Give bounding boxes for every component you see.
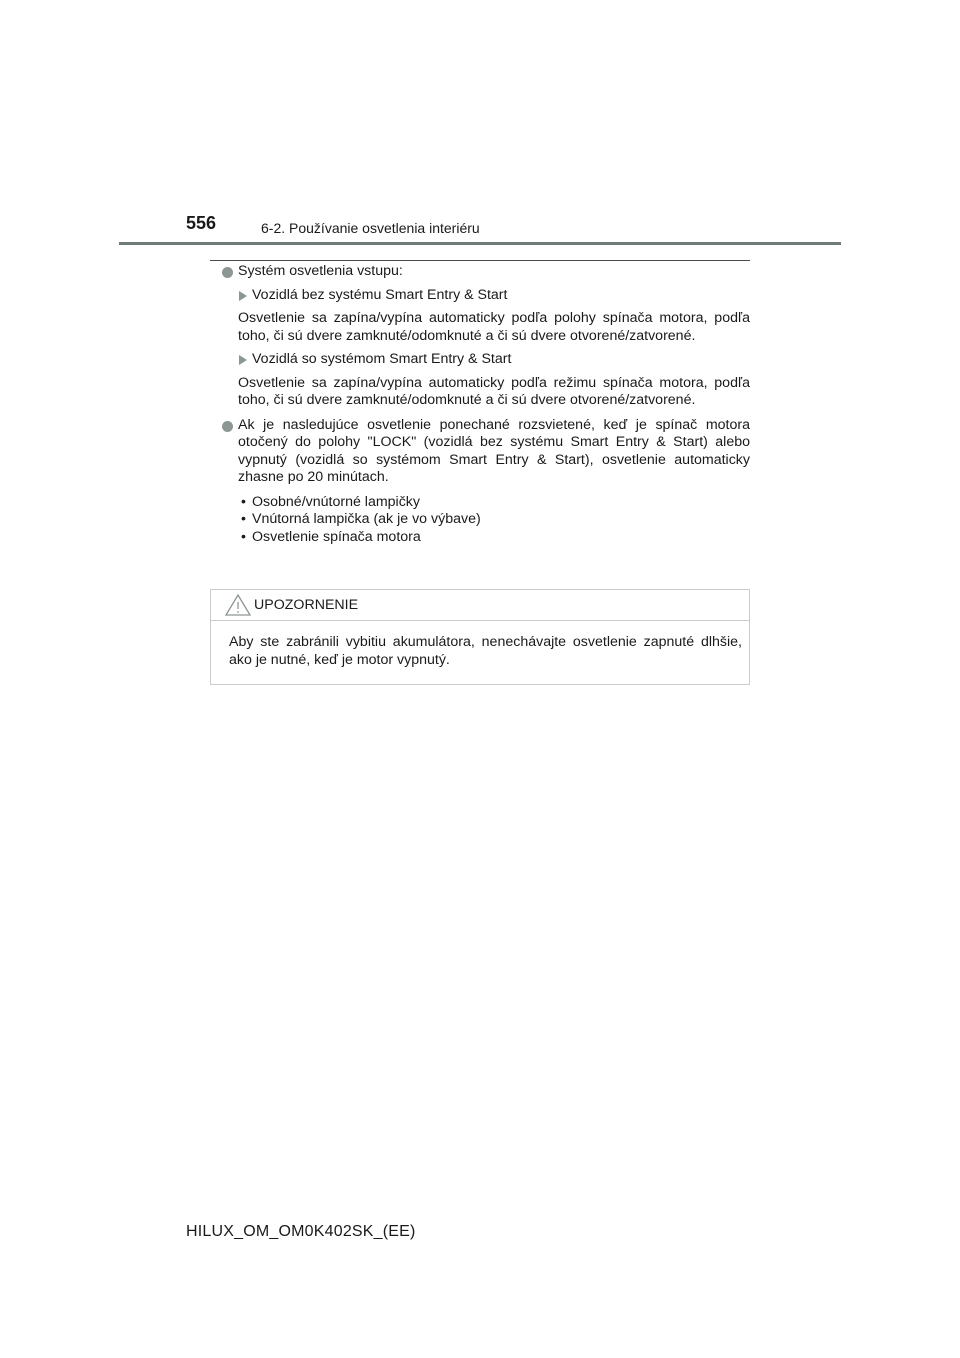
bullet-dot-icon (222, 267, 233, 278)
list-item-text: Vnútorná lampička (ak je vo výbave) (252, 511, 481, 527)
list-item (238, 494, 750, 512)
caution-body: Aby ste zabránili vybitiu akumulátora, nenechávajte osvetlenie zapnuté dlhšie, ako je nutné, keď je motor vypnutý. (229, 634, 742, 668)
footer-doc-code: HILUX_OM_OM0K402SK_(EE) (186, 1223, 416, 1240)
caution-header (211, 590, 749, 621)
section-title: 6-2. Používanie osvetlenia interiéru (261, 220, 480, 236)
list-item (238, 529, 750, 547)
content (222, 263, 750, 546)
bullet-text: Systém osvetlenia vstupu: (238, 263, 403, 279)
bullet-text: Ak je nasledujúce osvetlenie ponechané rozsvietené, keď je spínač motora otočený do polohy "LOCK" (vozidlá bez systému Smart Entry & Start) alebo vypnutý (vozidlá so systémom Smart Entry & Start), osvetlenie automaticky zhasne po 20 minútach. (238, 416, 750, 485)
caution-title: UPOZORNENIE (254, 597, 359, 613)
warning-triangle-icon (225, 593, 251, 617)
list-dot-icon: • (241, 528, 246, 545)
sub-item-body: Osvetlenie sa zapína/vypína automaticky podľa polohy spínača motora, podľa toho, či sú dvere zamknuté/odomknuté a či sú dvere otvorené/zatvorené. (238, 310, 750, 344)
list-item (238, 511, 750, 529)
bullet-item (222, 263, 750, 281)
sub-item (222, 287, 750, 305)
arrow-right-icon (239, 355, 247, 365)
sub-item (222, 351, 750, 369)
arrow-right-icon (239, 291, 247, 301)
content-rule (210, 260, 750, 261)
list-dot-icon: • (241, 511, 246, 527)
list-item-text: Osvetlenie spínača motora (252, 528, 421, 545)
header-rule (119, 242, 841, 245)
sub-item-label: Vozidlá so systémom Smart Entry & Start (252, 351, 512, 367)
bullet-dot-icon (222, 421, 233, 432)
list-item-text: Osobné/vnútorné lampičky (252, 493, 420, 510)
sub-item-body: Osvetlenie sa zapína/vypína automaticky podľa režimu spínača motora, podľa toho, či sú dvere zamknuté/odomknuté a či sú dvere otvorené/zatvorené. (238, 374, 750, 408)
bullet-item (222, 417, 750, 487)
lamp-list (222, 494, 750, 547)
list-dot-icon: • (241, 493, 246, 510)
caution-box (210, 589, 750, 685)
sub-item-label: Vozidlá bez systému Smart Entry & Start (252, 286, 508, 303)
page-number: 556 (186, 213, 217, 233)
